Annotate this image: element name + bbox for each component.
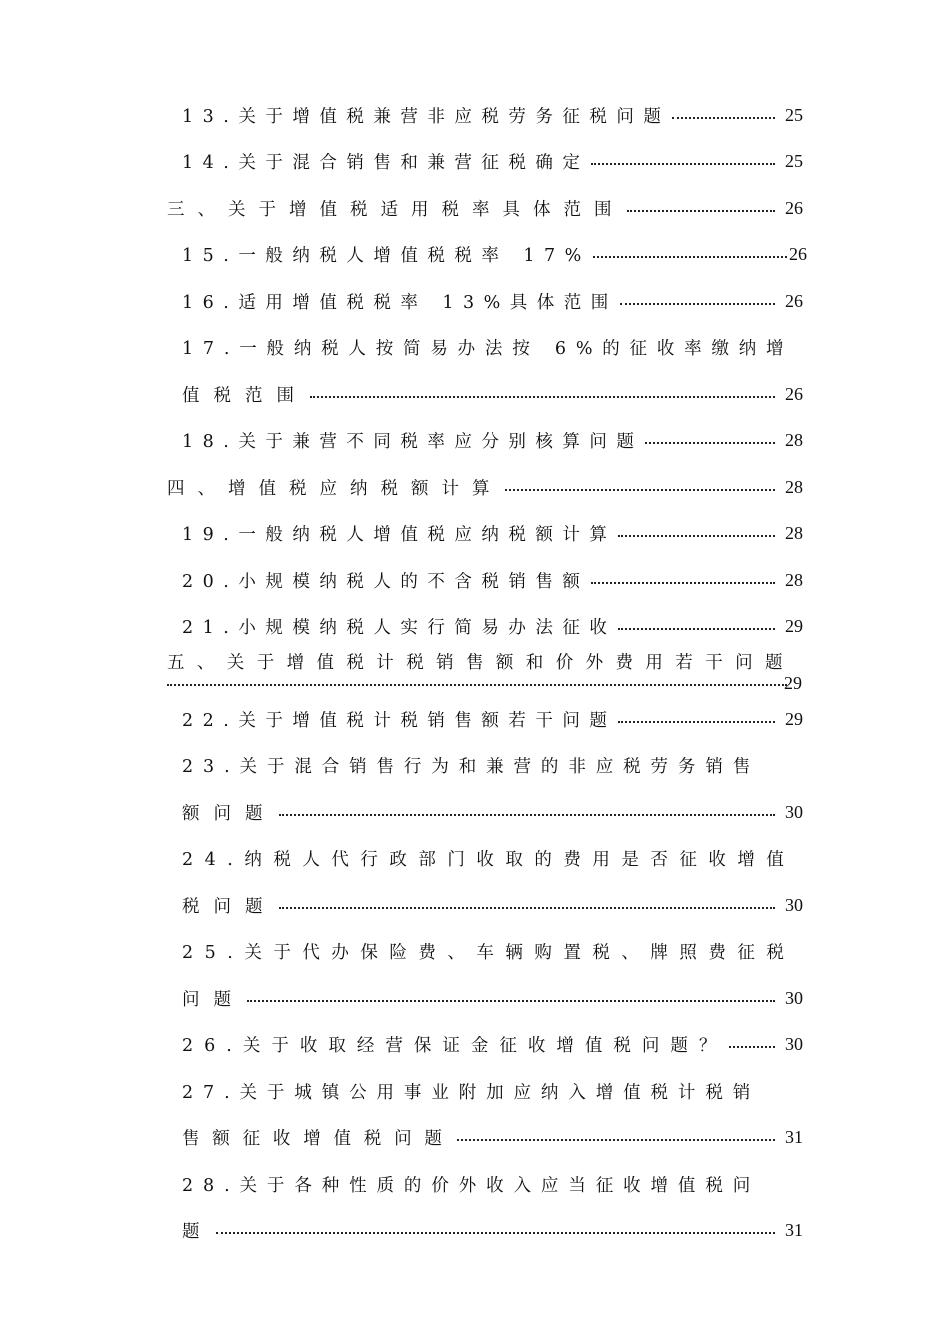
toc-leader-dots <box>618 535 775 537</box>
toc-entry[interactable] <box>182 288 803 314</box>
toc-page-number: 30 <box>785 894 803 915</box>
toc-page-number: 28 <box>785 429 803 450</box>
toc-page-number: 29 <box>784 673 802 693</box>
toc-entry-title: 17.一般纳税人按简易办法按 6%的征收率缴纳增 <box>182 338 794 359</box>
toc-section-title: 三、关于增值税适用税率具体范围 <box>167 199 625 220</box>
toc-leader-dots <box>620 303 775 305</box>
toc-leader-dots <box>310 396 775 398</box>
toc-page-number: 26 <box>785 290 803 311</box>
toc-leader-dots <box>591 163 775 165</box>
toc-entry-title: 27.关于城镇公用事业附加应纳入增值税计税销 <box>182 1082 761 1103</box>
toc-entry-title: 24.纳税人代行政部门收取的费用是否征收增值 <box>182 849 796 870</box>
toc-leader-dots <box>618 628 775 630</box>
toc-entry-line1[interactable] <box>182 1078 803 1104</box>
toc-entry-line1[interactable] <box>182 1171 803 1197</box>
toc-entry[interactable] <box>182 1031 803 1057</box>
toc-page-number: 30 <box>785 987 803 1008</box>
toc-leader-dots <box>729 1046 775 1048</box>
toc-leader-dots <box>672 117 775 119</box>
toc-entry-title: 18.关于兼营不同税率应分别核算问题 <box>182 431 644 452</box>
toc-entry[interactable] <box>182 427 803 453</box>
toc-page-number: 31 <box>785 1126 803 1147</box>
toc-page-number: 26 <box>785 383 803 404</box>
toc-entry-title: 25.关于代办保险费、车辆购置税、牌照费征税 <box>182 942 796 963</box>
toc-page-number: 25 <box>785 150 803 171</box>
toc-page-number: 28 <box>785 476 803 497</box>
toc-page-number: 31 <box>785 1219 803 1240</box>
toc-entry-title-cont: 问题 <box>182 989 245 1010</box>
toc-entry-title-cont: 题 <box>182 1221 214 1242</box>
toc-leader-dots <box>618 721 775 723</box>
toc-page-number: 29 <box>785 615 803 636</box>
toc-section-entry[interactable] <box>167 474 803 500</box>
toc-entry-title: 13.关于增值税兼营非应税劳务征税问题 <box>182 106 671 127</box>
toc-entry-line1[interactable] <box>182 938 803 964</box>
toc-entry-line1[interactable] <box>182 845 803 871</box>
toc-page-number: 26 <box>785 197 803 218</box>
toc-entry[interactable] <box>182 148 803 174</box>
toc-entry-line2[interactable] <box>182 799 803 825</box>
toc-entry-title: 14.关于混合销售和兼营征税确定 <box>182 152 590 173</box>
toc-section-entry[interactable] <box>167 195 803 221</box>
toc-page-number: 28 <box>785 522 803 543</box>
toc-entry-title: 28.关于各种性质的价外收入应当征收增值税问 <box>182 1175 761 1196</box>
toc-entry-title: 15.一般纳税人增值税税率 17% <box>182 245 591 266</box>
toc-page-number: 30 <box>785 801 803 822</box>
toc-entry-title: 20.小规模纳税人的不含税销售额 <box>182 571 590 592</box>
toc-leader-dots <box>457 1139 775 1141</box>
toc-entry-line2[interactable] <box>182 892 803 918</box>
toc-page-number: 30 <box>785 1033 803 1054</box>
toc-leader-dots <box>247 1000 775 1002</box>
toc-leader-dots <box>167 684 787 686</box>
toc-entry-title-cont: 税问题 <box>182 896 277 917</box>
toc-entry[interactable] <box>182 241 807 267</box>
toc-entry[interactable] <box>182 102 803 128</box>
toc-leader-dots <box>279 814 776 816</box>
toc-leader-dots <box>645 442 775 444</box>
toc-entry-title: 23.关于混合销售行为和兼营的非应税劳务销售 <box>182 756 761 777</box>
toc-entry[interactable] <box>182 706 803 732</box>
toc-entry-title-cont: 额问题 <box>182 803 277 824</box>
toc-entry-line2[interactable] <box>182 1124 803 1150</box>
toc-entry[interactable] <box>182 613 803 639</box>
toc-page-number: 29 <box>785 708 803 729</box>
toc-page-number: 26 <box>789 243 807 264</box>
toc-entry-title: 19.一般纳税人增值税应纳税额计算 <box>182 524 617 545</box>
toc-entry[interactable] <box>182 520 803 546</box>
toc-entry-line1[interactable] <box>182 752 803 778</box>
toc-section-entry-line1[interactable] <box>167 648 795 674</box>
toc-page-number: 25 <box>785 104 803 125</box>
toc-entry-line2[interactable] <box>182 381 803 407</box>
toc-section-title: 四、增值税应纳税额计算 <box>167 478 503 499</box>
toc-leader-dots <box>593 256 787 258</box>
toc-page-number: 28 <box>785 569 803 590</box>
toc-entry-title-cont: 值税范围 <box>182 385 308 406</box>
toc-leader-dots <box>505 489 776 491</box>
toc-entry-title: 22.关于增值税计税销售额若干问题 <box>182 710 617 731</box>
toc-leader-dots <box>627 210 776 212</box>
toc-entry-line2[interactable] <box>182 985 803 1011</box>
toc-entry[interactable] <box>182 567 803 593</box>
toc-entry-title: 16.适用增值税税率 13%具体范围 <box>182 292 618 313</box>
toc-entry-line1[interactable] <box>182 334 803 360</box>
toc-entry-title: 26.关于收取经营保证金征收增值税问题？ <box>182 1035 728 1056</box>
toc-entry-line2[interactable] <box>182 1217 803 1243</box>
toc-entry-title: 21.小规模纳税人实行简易办法征收 <box>182 617 617 638</box>
toc-leader-dots <box>591 582 775 584</box>
toc-entry-title-cont: 售额征收增值税问题 <box>182 1128 455 1149</box>
toc-leader-dots <box>279 907 776 909</box>
toc-section-title: 五、关于增值税计税销售额和价外费用若干问题 <box>167 652 795 673</box>
toc-leader-dots <box>216 1232 776 1234</box>
